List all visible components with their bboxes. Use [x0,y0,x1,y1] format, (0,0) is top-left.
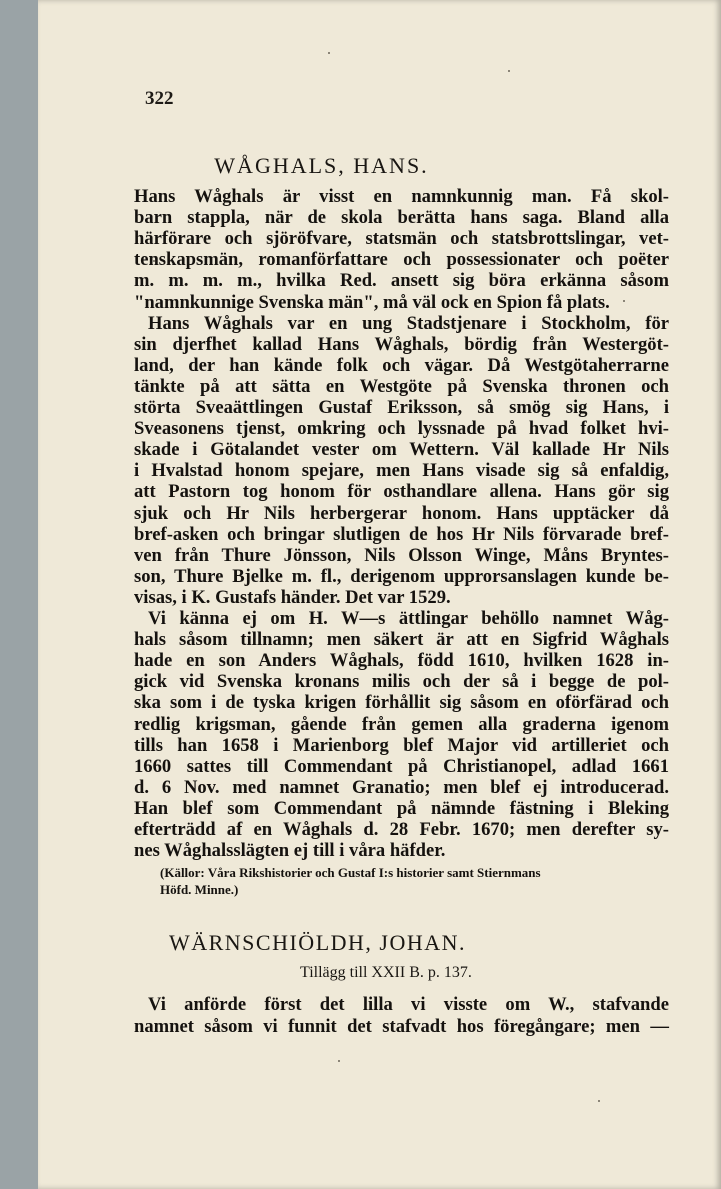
text-line: visas, i K. Gustafs händer. Det var 1529. [134,586,451,608]
text-line: 1660 sattes till Commendant på Christianopel, adlad 1661 [134,755,669,777]
text-line: Hans Wåghals är visst en namnkunnig man. Få skol- [134,186,669,207]
text-line: tenskapsmän, romanförfattare och possessionater och poëter [134,249,669,271]
text-line: hade en son Anders Wåghals, född 1610, hvilken 1628 in- [134,650,669,672]
text-line: Hans Wåghals var en ung Stadstjenare i Stockholm, för [148,312,669,334]
text-line: tänkte på att sätta en Westgöte på Svenska thronen och [134,375,669,397]
sources-note-line-1: (Källor: Våra Rikshistorier och Gustaf I:s historier samt Stiernmans [160,865,541,880]
text-line: nes Wåghalsslägten ej till i våra häfder. [134,840,446,862]
text-line: Han blef som Commendant på nämnde fästning i Bleking [134,797,669,819]
text-line: Sveasonens tjenst, omkring och lyssnade på hvad folket hvi- [134,418,669,440]
text-line: att Pastorn tog honom för osthandlare allena. Hans gör sig [134,481,669,503]
text-line: härförare och sjöröfvare, statsmän och statsbrottslingar, vet- [134,228,669,250]
text-line: bref-asken och bringar slutligen de hos Hr Nils förvarade bref- [134,523,669,545]
text-line: störta Sveaättlingen Gustaf Eriksson, så smög sig Hans, i [134,397,669,418]
text-line: Vi känna ej om H. W—s ättlingar behöllo namnet Wåg- [148,608,669,629]
text-line: son, Thure Bjelke m. fl., derigenom upprorsanslagen kunde be- [134,565,669,587]
text-line: skade i Götalandet vester om Wettern. Väl kallade Hr Nils [134,439,669,461]
text-line: tills han 1658 i Marienborg blef Major vid artilleriet och [134,734,669,756]
text-line: efterträdd af en Wåghals d. 28 Febr. 1670; men derefter sy- [134,819,669,840]
article-title-warnschioldh: WÄRNSCHIÖLDH, JOHAN. [168,930,467,955]
text-line: "namnkunnige Svenska män", må väl ock en Spion få plats. [134,291,610,313]
text-line: i Hvalstad honom spejare, men Hans visade sig så enfaldig, [134,460,669,482]
text-line: redlig krigsman, gående från gemen alla graderna igenom [134,713,669,735]
text-line: ven från Thure Jönsson, Nils Olsson Winge, Måns Bryntes- [134,544,669,566]
text-line: sjuk och Hr Nils herbergerar honom. Hans upptäcker då [134,502,669,524]
text-line: land, der han kände folk och vägar. Då Westgötaherrarne [134,354,669,376]
text-line: sin djerfhet kallad Hans Wåghals, bördig från Westergöt- [134,333,669,355]
article-title-waghals: WÅGHALS, HANS. [214,153,429,178]
text-line: namnet såsom vi funnit det stafvadt hos föregångare; men — [134,1016,669,1037]
text-line: gick vid Svenska kronans milis och der så i begge de pol- [134,671,669,693]
text-line: Vi anförde först det lilla vi visste om W., stafvande [148,994,669,1015]
sources-note-line-2: Höfd. Minne.) [160,882,239,897]
page-number: 322 [145,88,174,109]
text-line: d. 6 Nov. med namnet Granatio; men blef ej introducerad. [134,776,669,798]
text-line: barn stappla, när de skola berätta hans saga. Bland alla [134,207,669,229]
text-line: hals såsom tillnamn; men säkert är att en Sigfrid Wåghals [134,629,669,651]
article-subtitle: Tillägg till XXII B. p. 137. [300,964,472,981]
text-line: m. m. m. m., hvilka Red. ansett sig böra erkänna såsom [134,270,669,292]
text-line: ska som i de tyska krigen förhållit sig såsom en oförfärad och [134,692,669,714]
